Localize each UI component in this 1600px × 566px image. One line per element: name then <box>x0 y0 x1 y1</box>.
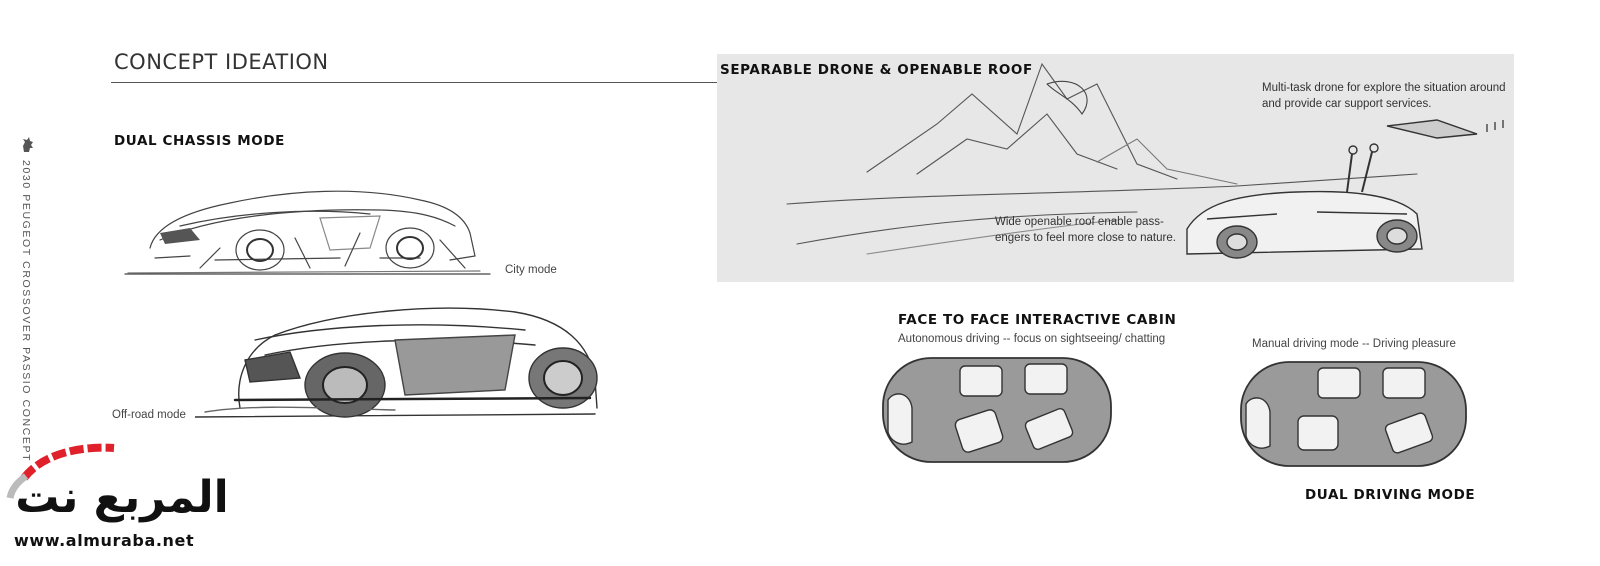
city-mode-label: City mode <box>505 264 557 276</box>
manual-cabin-layout <box>1238 356 1470 472</box>
drone-roof-heading: SEPARABLE DRONE & OPENABLE ROOF <box>720 62 1033 78</box>
almuraba-logo <box>4 440 239 525</box>
dual-driving-heading: DUAL DRIVING MODE <box>1305 487 1476 503</box>
dual-chassis-heading: DUAL CHASSIS MODE <box>114 133 285 149</box>
logo-wordmark: المربع نت <box>15 472 229 523</box>
roof-note-line-2: engers to feel more close to nature. <box>995 232 1176 244</box>
drone-note-line-1: Multi-task drone for explore the situation around <box>1262 82 1506 94</box>
roof-note-line-1: Wide openable roof enable pass- <box>995 216 1164 228</box>
autonomous-driving-label: Autonomous driving -- focus on sightseeing/ chatting <box>898 333 1166 345</box>
side-concept-label: 2030 PEUGEOT CROSSOVER PASSIO CONCEPT <box>20 160 32 463</box>
drone-note-line-2: and provide car support services. <box>1262 98 1432 110</box>
logo-url: www.almuraba.net <box>14 531 195 550</box>
offroad-mode-label: Off-road mode <box>112 409 186 421</box>
page-title: CONCEPT IDEATION <box>114 50 329 74</box>
peugeot-lion-icon <box>20 136 36 154</box>
cabin-heading: FACE TO FACE INTERACTIVE CABIN <box>898 312 1177 328</box>
offroad-mode-sketch <box>195 300 605 425</box>
city-mode-sketch <box>120 178 500 282</box>
autonomous-cabin-layout <box>880 352 1115 468</box>
title-divider <box>111 82 751 83</box>
manual-driving-label: Manual driving mode -- Driving pleasure <box>1252 338 1456 350</box>
